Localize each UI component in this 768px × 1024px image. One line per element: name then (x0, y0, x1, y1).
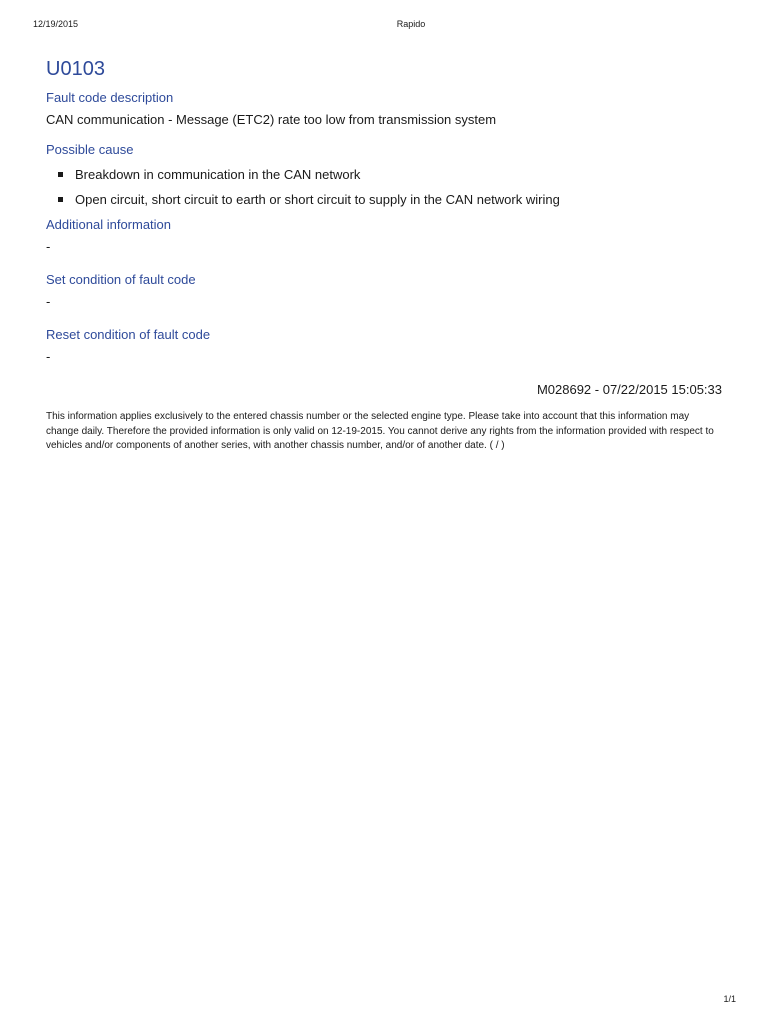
cause-text: Breakdown in communication in the CAN network (75, 167, 361, 182)
possible-cause-heading: Possible cause (46, 142, 134, 157)
reset-condition-heading: Reset condition of fault code (46, 327, 211, 342)
document-stamp: M028692 - 07/22/2015 15:05:33 (536, 382, 722, 397)
page-number: 1/1 (723, 994, 736, 1004)
bullet-icon (58, 197, 63, 202)
additional-information-heading: Additional information (46, 217, 172, 232)
print-header (0, 19, 768, 33)
list-item (58, 166, 722, 183)
reset-condition-value: - (46, 349, 51, 364)
disclaimer-text: This information applies exclusively to the entered chassis number or the selected engine type. Please take into account that this information may change daily. Therefore the provided information is only valid on 12-19-2015. You cannot derive any rights from the information provided with respect to vehicles and/or components of another series, with another chassis number, and/or of another date. ( / ) (46, 411, 714, 451)
description-heading: Fault code description (46, 90, 174, 105)
description-text: CAN communication - Message (ETC2) rate too low from transmission system (46, 112, 497, 127)
additional-information-value: - (46, 239, 51, 254)
possible-cause-list (46, 166, 722, 208)
list-item (58, 191, 722, 208)
set-condition-value: - (46, 294, 51, 309)
fault-code-title: U0103 (46, 58, 105, 80)
print-date: 12/19/2015 (33, 19, 79, 29)
cause-text: Open circuit, short circuit to earth or short circuit to supply in the CAN network wiring (75, 192, 560, 207)
set-condition-heading: Set condition of fault code (46, 272, 196, 287)
print-title: Rapido (396, 19, 426, 29)
fault-code-document (46, 56, 722, 454)
bullet-icon (58, 172, 63, 177)
